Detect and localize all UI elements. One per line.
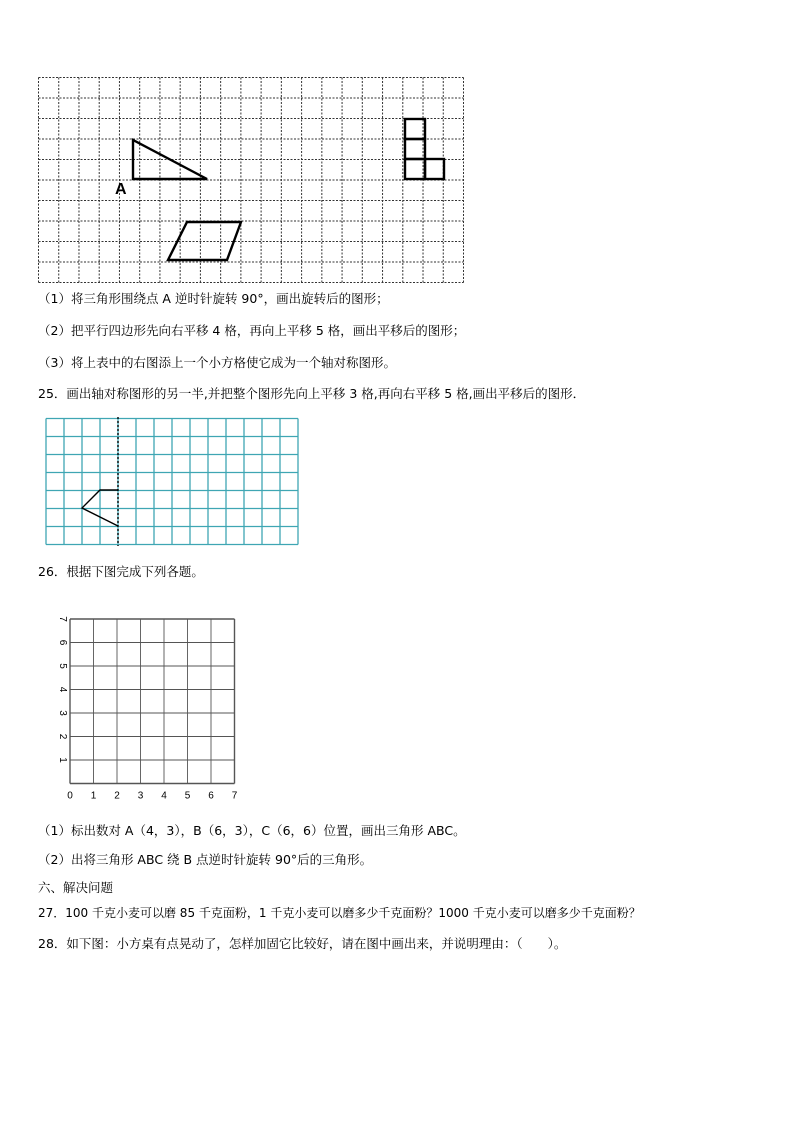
y-tick-label: 7	[57, 616, 68, 622]
x-tick-label: 4	[161, 790, 167, 800]
section-6-title: 六、解决问题	[38, 880, 114, 895]
y-tick-label: 1	[57, 757, 68, 763]
teal-grid-lines	[46, 419, 298, 545]
x-tick-label: 0	[67, 790, 73, 800]
q24-instruction-1: （1）将三角形围绕点 A 逆时针旋转 90°，画出旋转后的图形；	[38, 291, 389, 306]
dashed-grid-figure	[37, 76, 465, 286]
y-tick-label: 5	[57, 663, 68, 669]
q26-question: 26．根据下图完成下列各题。	[38, 564, 204, 579]
l-shape-squares	[405, 119, 444, 179]
q26-sub-2: （2）出将三角形 ABC 绕 B 点逆时针旋转 90°后的三角形。	[38, 852, 373, 867]
q27-question: 27．100 千克小麦可以磨 85 千克面粉，1 千克小麦可以磨多少千克面粉？1000 千克小麦可以磨多少千克面粉？	[38, 906, 641, 920]
dashed-grid-lines	[39, 78, 464, 283]
q28-question: 28．如下图：小方桌有点晃动了，怎样加固它比较好，请在图中画出来，并说明理由：（ ）。	[38, 936, 567, 951]
q24-instruction-2: （2）把平行四边形先向右平移 4 格，再向上平移 5 格，画出平移后的图形；	[38, 323, 466, 338]
x-tick-label: 1	[90, 790, 97, 800]
q24-instruction-3: （3）将上表中的右图添上一个小方格使它成为一个轴对称图形。	[38, 355, 396, 370]
x-axis-ticks	[67, 791, 238, 801]
y-tick-label: 2	[57, 733, 68, 740]
q25-question: 25．画出轴对称图形的另一半,并把整个图形先向上平移 3 格,再向右平移 5 格,画出平移后的图形．	[38, 386, 586, 401]
y-tick-label: 6	[57, 639, 68, 646]
x-tick-label: 7	[231, 790, 238, 800]
x-tick-label: 2	[114, 790, 120, 800]
y-tick-label: 4	[57, 686, 68, 693]
x-tick-label: 5	[184, 790, 191, 800]
x-tick-label: 3	[137, 790, 144, 800]
y-axis-ticks	[57, 616, 68, 763]
coordinate-grid	[50, 612, 245, 800]
coordinate-grid-lines	[70, 619, 235, 784]
point-a-label: A	[115, 181, 127, 198]
x-tick-label: 6	[208, 790, 214, 800]
y-tick-label: 3	[57, 710, 68, 716]
teal-grid-figure	[45, 417, 301, 549]
q26-sub-1: （1）标出数对 A（4，3），B（6，3），C（6，6）位置，画出三角形 ABC。	[38, 823, 466, 838]
